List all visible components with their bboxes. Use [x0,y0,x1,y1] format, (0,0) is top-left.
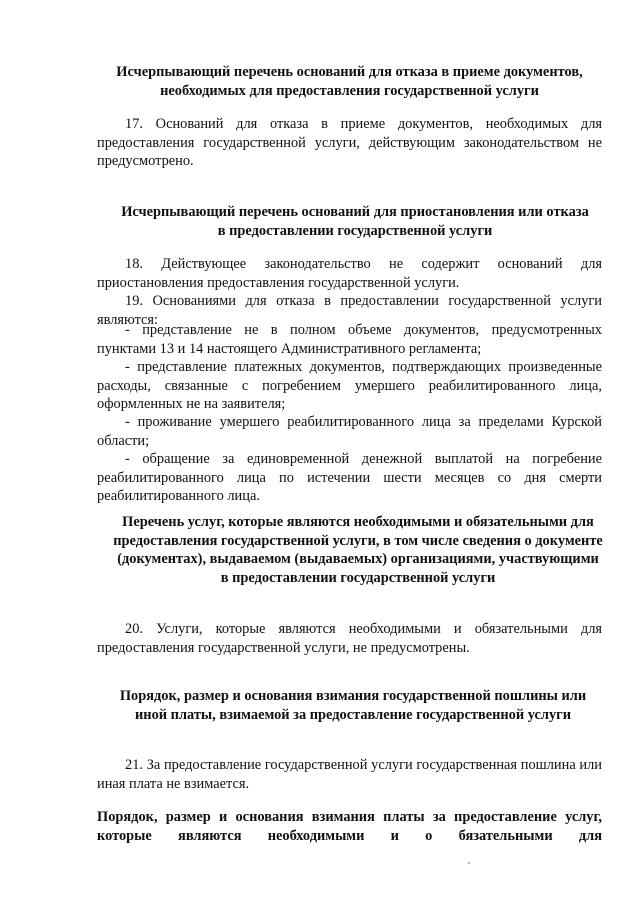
list-item: - представление платежных документов, подтверждающих произведенные расходы, связанные с погребением умершего реабилитированного лица, оформленных не на заявителя; [97,359,602,413]
section-heading: Перечень услуг, которые являются необходимыми и обязательными для предоставления государственной услуги, в том числе сведения о документе (документах), выдаваемом (выдаваемых) организациями, участвующими в предоставлении государственной услуги [113,514,603,586]
list-item: - обращение за единовременной денежной выплатой на погребение реабилитированного лица по истечении шести месяцев со дня смерти реабилитированного лица. [97,451,602,505]
list-item: - представление не в полном объеме документов, предусмотренных пунктами 13 и 14 настоящего Административного регламента; [97,322,602,357]
paragraph-19: 19. Основаниями для отказа в предоставлении государственной услуги являются: [97,293,602,328]
scan-speck [468,862,470,864]
list-item: - проживание умершего реабилитированного лица за пределами Курской области; [97,414,602,449]
section-heading: Порядок, размер и основания взимания платы за предоставление услуг, которые являются необходимыми и о бязательными для [97,809,602,844]
paragraph-17: 17. Оснований для отказа в приеме документов, необходимых для предоставления государственной услуги, действующим законодательством не предусмотрено. [97,116,602,170]
section-heading: Исчерпывающий перечень оснований для отказа в приеме документов, необходимых для предоставления государственной услуги [116,64,583,99]
section-heading: Порядок, размер и основания взимания государственной пошлины или иной платы, взимаемой за предоставление государственной услуги [119,688,587,723]
paragraph-20: 20. Услуги, которые являются необходимыми и обязательными для предоставления государственной услуги, не предусмотрены. [97,621,602,656]
paragraph-21: 21. За предоставление государственной услуги государственная пошлина или иная плата не взимается. [97,757,602,792]
section-heading: Исчерпывающий перечень оснований для приостановления или отказа в предоставлении государственной услуги [121,204,589,239]
paragraph-18: 18. Действующее законодательство не содержит оснований для приостановления предоставления государственной услуги. [97,256,602,291]
